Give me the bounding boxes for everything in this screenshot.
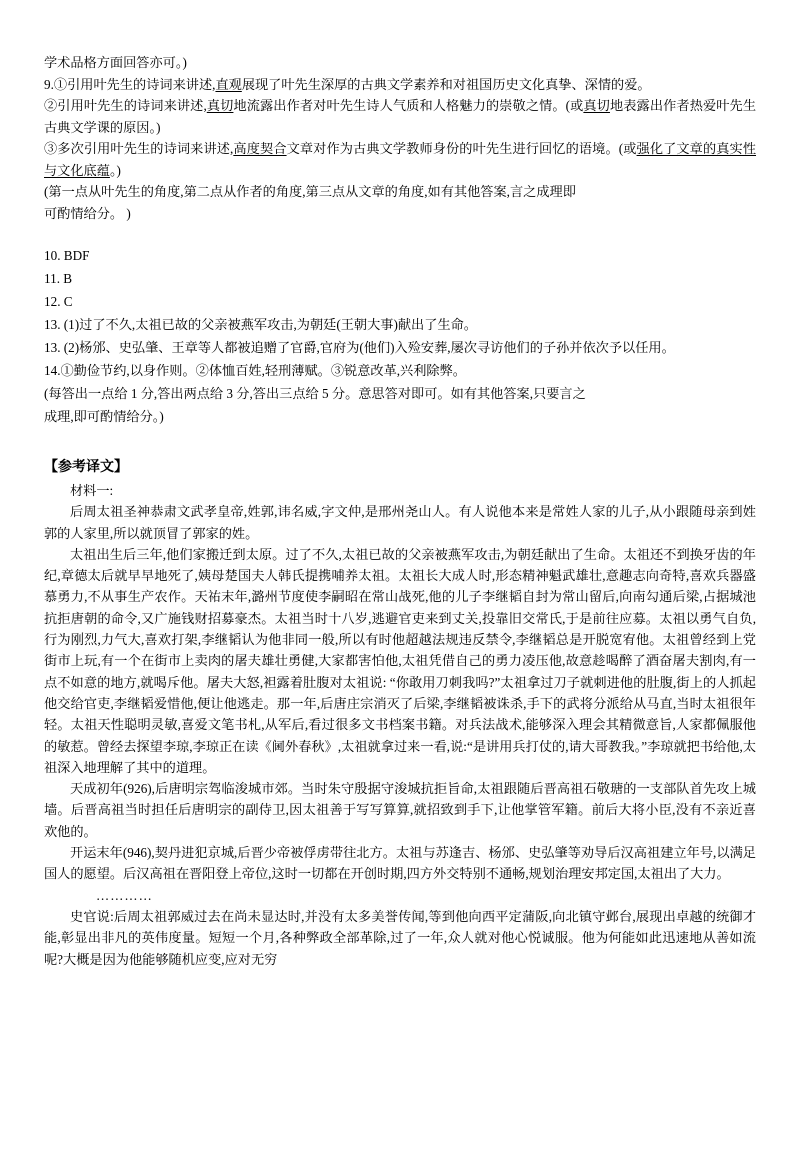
answer-9-sub3-underline: 高度契合	[233, 141, 287, 156]
translation-paragraph-4: 开运末年(946),契丹进犯京城,后晋少帝被俘虏带往北方。太祖与苏逢吉、杨邠、史弘肇等劝导后汉高祖建立年号,以满足国人的愿望。后汉高祖在晋阳登上帝位,这时一切都在开创时期,四方外交特别不通畅,规划治理安邦定国,太祖出了大力。	[44, 845, 756, 882]
answer-item-10: 10. BDF	[44, 248, 90, 263]
answer-9-sub3-prefix: ③多次引用叶先生的诗词来讲述,	[44, 141, 234, 156]
answer-9-sub3	[44, 138, 756, 181]
answer-9-sub3-underline-2: 强化了文章的真实性与文化底蕴	[44, 141, 757, 178]
answer-item-14: 14.①勤俭节约,以身作则。②体恤百姓,轻刑薄赋。③锐意改革,兴利除弊。	[44, 363, 466, 378]
continuation-line: 学术品格方面回答亦可。)	[44, 55, 187, 70]
answer-item-13-2: 13. (2)杨邠、史弘肇、王章等人都被追赠了官爵,官府为(他们)入殓安葬,屡次寻访他们的子孙并依次予以任用。	[44, 340, 675, 355]
answer-9-label: 9.	[44, 76, 54, 92]
answer-item-11: 11. B	[44, 271, 73, 286]
answer-item-9	[44, 74, 756, 96]
translation-paragraph-0: 材料一:	[70, 483, 114, 498]
spacer-before-translation	[44, 428, 756, 456]
answer-9-sub3-rest: 文章对作为古典文学教师身份的叶先生进行回忆的语境。(或	[286, 141, 637, 156]
answer-9-sub2-underline: 真切	[206, 98, 234, 113]
answers-section	[44, 52, 756, 428]
answer-9-sub2	[44, 95, 756, 138]
translation-section	[44, 456, 756, 970]
answer-9-sub1-prefix: ①引用叶先生的诗词来讲述,	[53, 76, 216, 92]
answer-9-sub2-rest-2: 地表露出作者热爱叶先生古典文学课的原因。)	[44, 98, 757, 135]
answer-9-sub1-underline: 直观	[215, 76, 242, 92]
translation-paragraph-5: 史官说:后周太祖郭威过去在尚未显达时,并没有太多美誉传闻,等到他向西平定蒲阪,向北镇守邺台,展现出卓越的统御才能,彰显出非凡的英伟度量。短短一个月,各种弊政全部革除,过了一年,众人就对他心悦诚服。他为何能如此迅速地从善如流呢?大概是因为他能够随机应变,应对无穷	[44, 908, 756, 967]
answer-14-note-line-1: (每答出一点给 1 分,答出两点给 3 分,答出三点给 5 分。意思答对即可。如有其他答案,只要言之	[44, 386, 586, 401]
translation-ellipsis: …………	[96, 887, 153, 903]
translation-paragraph-1: 后周太祖圣神恭肃文武孝皇帝,姓郭,讳名威,字文仲,是邢州尧山人。有人说他本来是常姓人家的儿子,从小跟随母亲到姓郭的人家里,所以就顶冒了郭家的姓。	[44, 504, 756, 541]
answer-9-sub1-rest: 展现了叶先生深厚的古典文学素养和对祖国历史文化真挚、深情的爱。	[241, 76, 651, 92]
answer-item-13-1: 13. (1)过了不久,太祖已故的父亲被燕军攻击,为朝廷(王朝大事)献出了生命。	[44, 317, 477, 332]
answer-14-note-line-2: 成理,即可酌情给分。)	[44, 409, 164, 424]
translation-paragraph-3: 天成初年(926),后唐明宗驾临浚城市郊。当时朱守殷据守浚城抗拒旨命,太祖跟随后晋高祖石敬瑭的一支部队首先攻上城墙。后晋高祖当时担任后唐明宗的副侍卫,因太祖善于写写算算,就招致到手下,让他掌管军籍。前后大将小臣,没有不亲近喜欢他的。	[44, 781, 756, 839]
translation-heading: 【参考译文】	[44, 460, 128, 475]
answer-item-12: 12. C	[44, 294, 73, 309]
answer-9-sub2-underline-2: 真切	[583, 98, 610, 113]
spacer-after-item9	[44, 224, 756, 244]
answer-9-note-line-2: 可酌情给分。 )	[44, 205, 131, 221]
answer-9-sub2-prefix: ②引用叶先生的诗词来讲述,	[44, 98, 207, 113]
answer-9-sub3-rest-2: 。)	[109, 162, 121, 178]
answer-9-sub2-rest: 地流露出作者对叶先生诗人气质和人格魅力的崇敬之情。(或	[233, 98, 584, 113]
answer-9-note-line-1: (第一点从叶先生的角度,第二点从作者的角度,第三点从文章的角度,如有其他答案,言之成理即	[44, 184, 576, 199]
translation-paragraph-2: 太祖出生后三年,他们家搬迁到太原。过了不久,太祖已故的父亲被燕军攻击,为朝廷献出了生命。太祖还不到换牙齿的年纪,章德太后就早早地死了,姨母楚国夫人韩氏提携哺养太祖。太祖长大成人时,形态精神魁武雄壮,意趣志向奇特,喜欢兵器盛慕勇力,不从事生产农作。天祐末年,潞州节度使李嗣昭在常山战死,他的儿子李继韬自封为常山留后,向南勾通后梁,占据城池抗拒唐朝的命令,又广施钱财招募豪杰。太祖当时十八岁,逃避官吏来到丈关,投靠旧交常氏,于是前往应募。太祖以勇气自负,行为刚烈,力气大,喜欢打架,李继韬认为他非同一般,所以有时他超越法规违反禁令,李继韬总是开脱宽宥他。太祖曾经到上党街市上玩,有一个在街市上卖肉的屠夫雄壮勇健,大家都害怕他,太祖凭借自己的勇力凌压他,故意趁喝醉了酒奋屠夫割肉,有一点不如意的地方,就喝斥他。屠夫大怒,袒露着肚腹对太祖说: “你敢用刀刺我吗?”太祖拿过刀子就刺进他的肚腹,街上的人抓起他交给官吏,李继韬爱惜他,便让他逃走。那一年,后唐庄宗消灭了后梁,李继韬被诛杀,手下的武将分派给从马直,当时太祖很年轻。太祖天性聪明灵敏,喜爱文笔书札,从军后,看过很多文书档案书籍。对兵法战术,能够深入理会其精微意旨,人家都佩服他的敏惹。曾经去探望李琼,李琼正在读《阃外春秋》,太祖就拿过来一看,说:“是讲用兵打仗的,请大哥教我。”李琼就把书给他,太祖深入地理解了其中的道理。	[44, 546, 756, 775]
